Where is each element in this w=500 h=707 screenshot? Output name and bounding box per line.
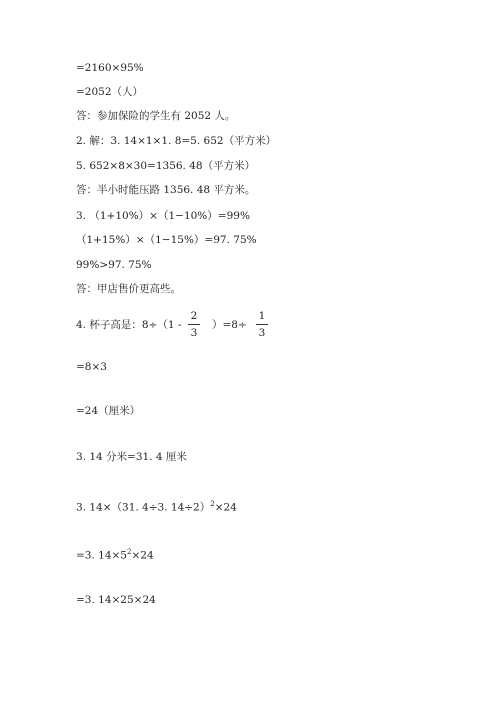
line-11-start: 4. 杯子高是：8÷（1 - <box>76 319 182 331</box>
line-17: =3. 14×25×24 <box>76 594 156 606</box>
fraction-numerator: 1 <box>258 310 266 322</box>
line-11-end: ）=8÷ <box>212 319 247 331</box>
line-15 <box>76 497 237 515</box>
line-16-tail: ×24 <box>131 549 154 562</box>
line-13: =24（厘米） <box>76 405 141 417</box>
line-2: =2052（人） <box>76 86 144 98</box>
line-3: 答：参加保险的学生有 2052 人。 <box>76 110 236 122</box>
fraction-numerator: 2 <box>190 310 198 322</box>
line-16-main: =3. 14×5 <box>76 549 127 562</box>
line-12: =8×3 <box>76 361 107 373</box>
line-16 <box>76 545 154 563</box>
exponent: 2 <box>127 548 132 556</box>
line-9: 99%>97. 75% <box>76 259 152 271</box>
line-15-main: 3. 14×（31. 4÷3. 14÷2） <box>76 501 211 514</box>
fraction-two-thirds <box>188 310 200 339</box>
line-6: 答：半小时能压路 1356. 48 平方米。 <box>76 184 256 196</box>
line-14: 3. 14 分米=31. 4 厘米 <box>76 451 187 463</box>
line-7: 3. （1+10%）×（1−10%）=99% <box>76 210 250 222</box>
exponent: 2 <box>210 500 215 508</box>
fraction-denominator: 3 <box>258 327 266 339</box>
line-15-tail: ×24 <box>214 501 237 514</box>
line-5: 5. 652×8×30=1356. 48（平方米） <box>76 160 256 172</box>
line-8: （1+15%）×（1−15%）=97. 75% <box>76 234 257 246</box>
line-10: 答：甲店售价更高些。 <box>76 283 181 295</box>
fraction-one-third <box>256 310 268 339</box>
fraction-denominator: 3 <box>190 327 198 339</box>
line-1: =2160×95% <box>76 62 144 74</box>
line-4: 2. 解：3. 14×1×1. 8=5. 652（平方米） <box>76 135 277 147</box>
